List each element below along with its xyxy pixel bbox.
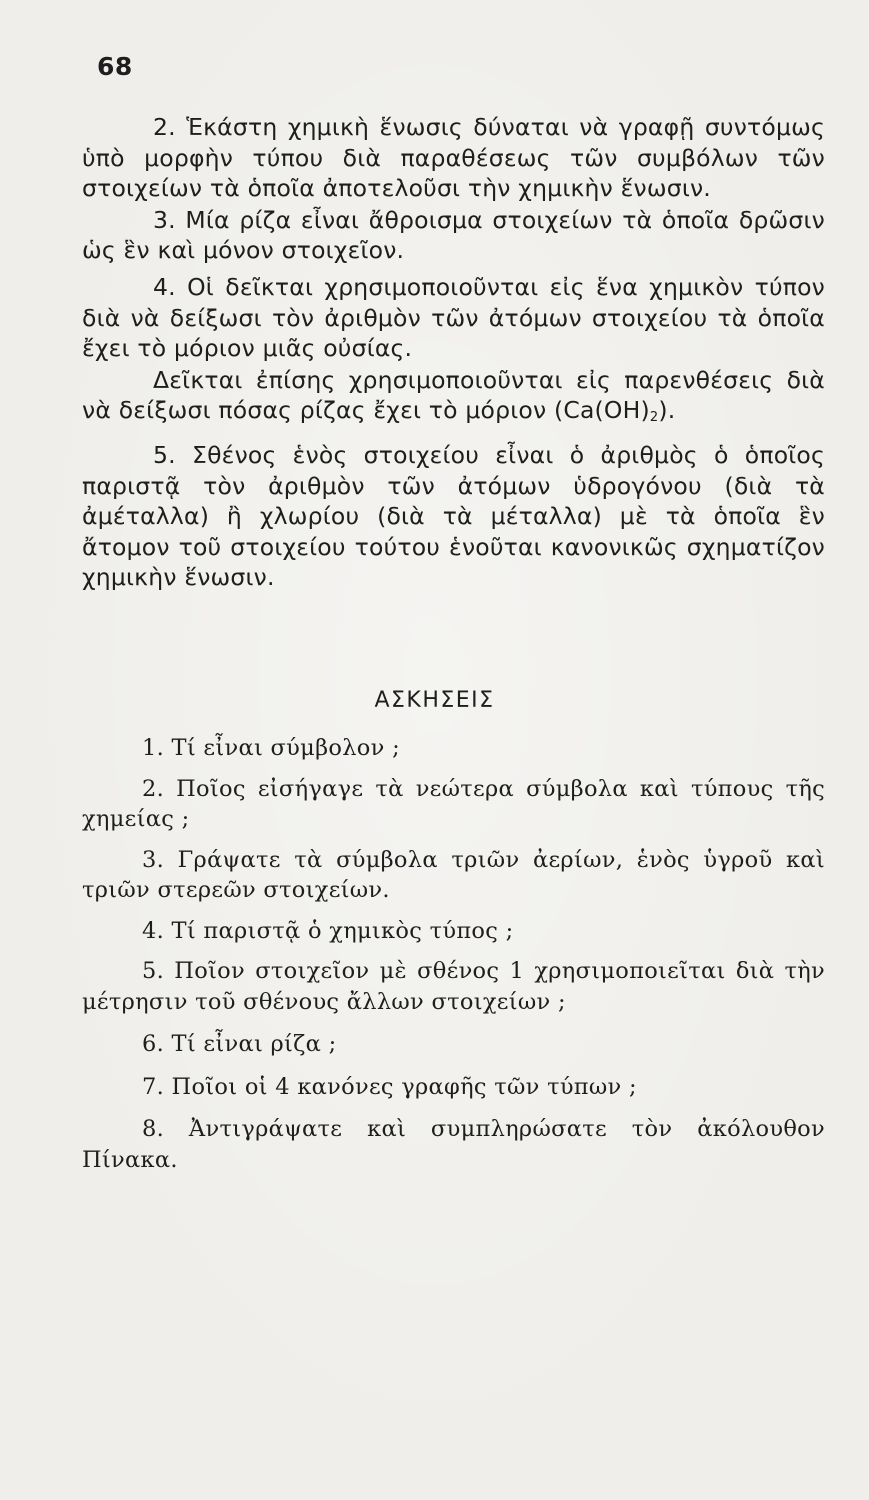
exercise-item: 4. Τί παριστᾷ ὁ χημικὸς τύπος ; [142,917,514,944]
summary-paragraph-5: 5. Σθένος ἑνὸς στοιχείου εἶναι ὁ ἀριθμὸς ὁ ὁποῖος παριστᾷ τὸν ἀριθμὸν τῶν ἀτόμων ὑδρογόνου (διὰ τὰ ἀμέταλλα) ἢ χλωρίου (διὰ τὰ μέταλλα) μὲ τὰ ὁποῖα ἓν ἄτομον τοῦ στοιχείου τούτου ἑνοῦται κανονικῶς σχηματίζον χημικὴν ἕνωσιν. [82,440,825,592]
exercises-heading: ΑΣΚΗΣΕΙΣ [374,688,495,713]
summary-paragraph-4b-end: ). [658,396,676,425]
summary-paragraph-4: 4. Οἱ δεῖκται χρησιμοποιοῦνται εἰς ἕνα χημικὸν τύπον διὰ νὰ δείξωσι τὸν ἀριθμὸν τῶν ἀτόμων στοιχείου τὰ ὁποῖα ἔχει τὸ μόριον μιᾶς οὐσίας. [82,272,825,363]
summary-text [82,112,825,593]
exercise-item: 1. Τί εἶναι σύμβολον ; [142,735,400,761]
exercise-item: 5. Ποῖον στοιχεῖον μὲ σθένος 1 χρησιμοποιεῖται διὰ τὴν μέτρησιν τοῦ σθένους ἄλλων στοιχείων ; [82,958,825,1015]
exercise-item: 8. Ἀντιγράψατε καὶ συμπληρώσατε τὸν ἀκόλουθον Πίνακα. [82,1116,825,1173]
exercise-item: 6. Τί εἶναι ρίζα ; [142,1031,337,1057]
exercises-list [82,733,825,1175]
exercise-item: 2. Ποῖος εἰσήγαγε τὰ νεώτερα σύμβολα καὶ τύπους τῆς χημείας ; [82,775,825,832]
summary-paragraph-3: 3. Μία ρίζα εἶναι ἄθροισμα στοιχείων τὰ ὁποῖα δρῶσιν ὡς ἓν καὶ μόνον στοιχεῖον. [82,205,825,265]
subscript-index: 2 [649,410,659,426]
summary-paragraph-4-continuation [82,365,825,434]
page-number: 68 [97,52,133,81]
exercise-item: 7. Ποῖοι οἱ 4 κανόνες γραφῆς τῶν τύπων ; [142,1073,637,1100]
exercise-item: 3. Γράψατε τὰ σύμβολα τριῶν ἀερίων, ἑνὸς ὑγροῦ καὶ τριῶν στερεῶν στοιχείων. [82,846,825,903]
summary-paragraph-4b-text: Δεῖκται ἐπίσης χρησιμοποιοῦνται εἰς παρενθέσεις διὰ νὰ δείξωσι πόσας ρίζας ἔχει τὸ μόριον (Ca(OH) [82,365,825,425]
summary-paragraph-2: 2. Ἑκάστη χημικὴ ἕνωσις δύναται νὰ γραφῇ συντόμως ὑπὸ μορφὴν τύπου διὰ παραθέσεως τῶν συμβόλων τῶν στοιχείων τὰ ὁποῖα ἀποτελοῦσι τὴν χημικὴν ἕνωσιν. [82,113,825,203]
